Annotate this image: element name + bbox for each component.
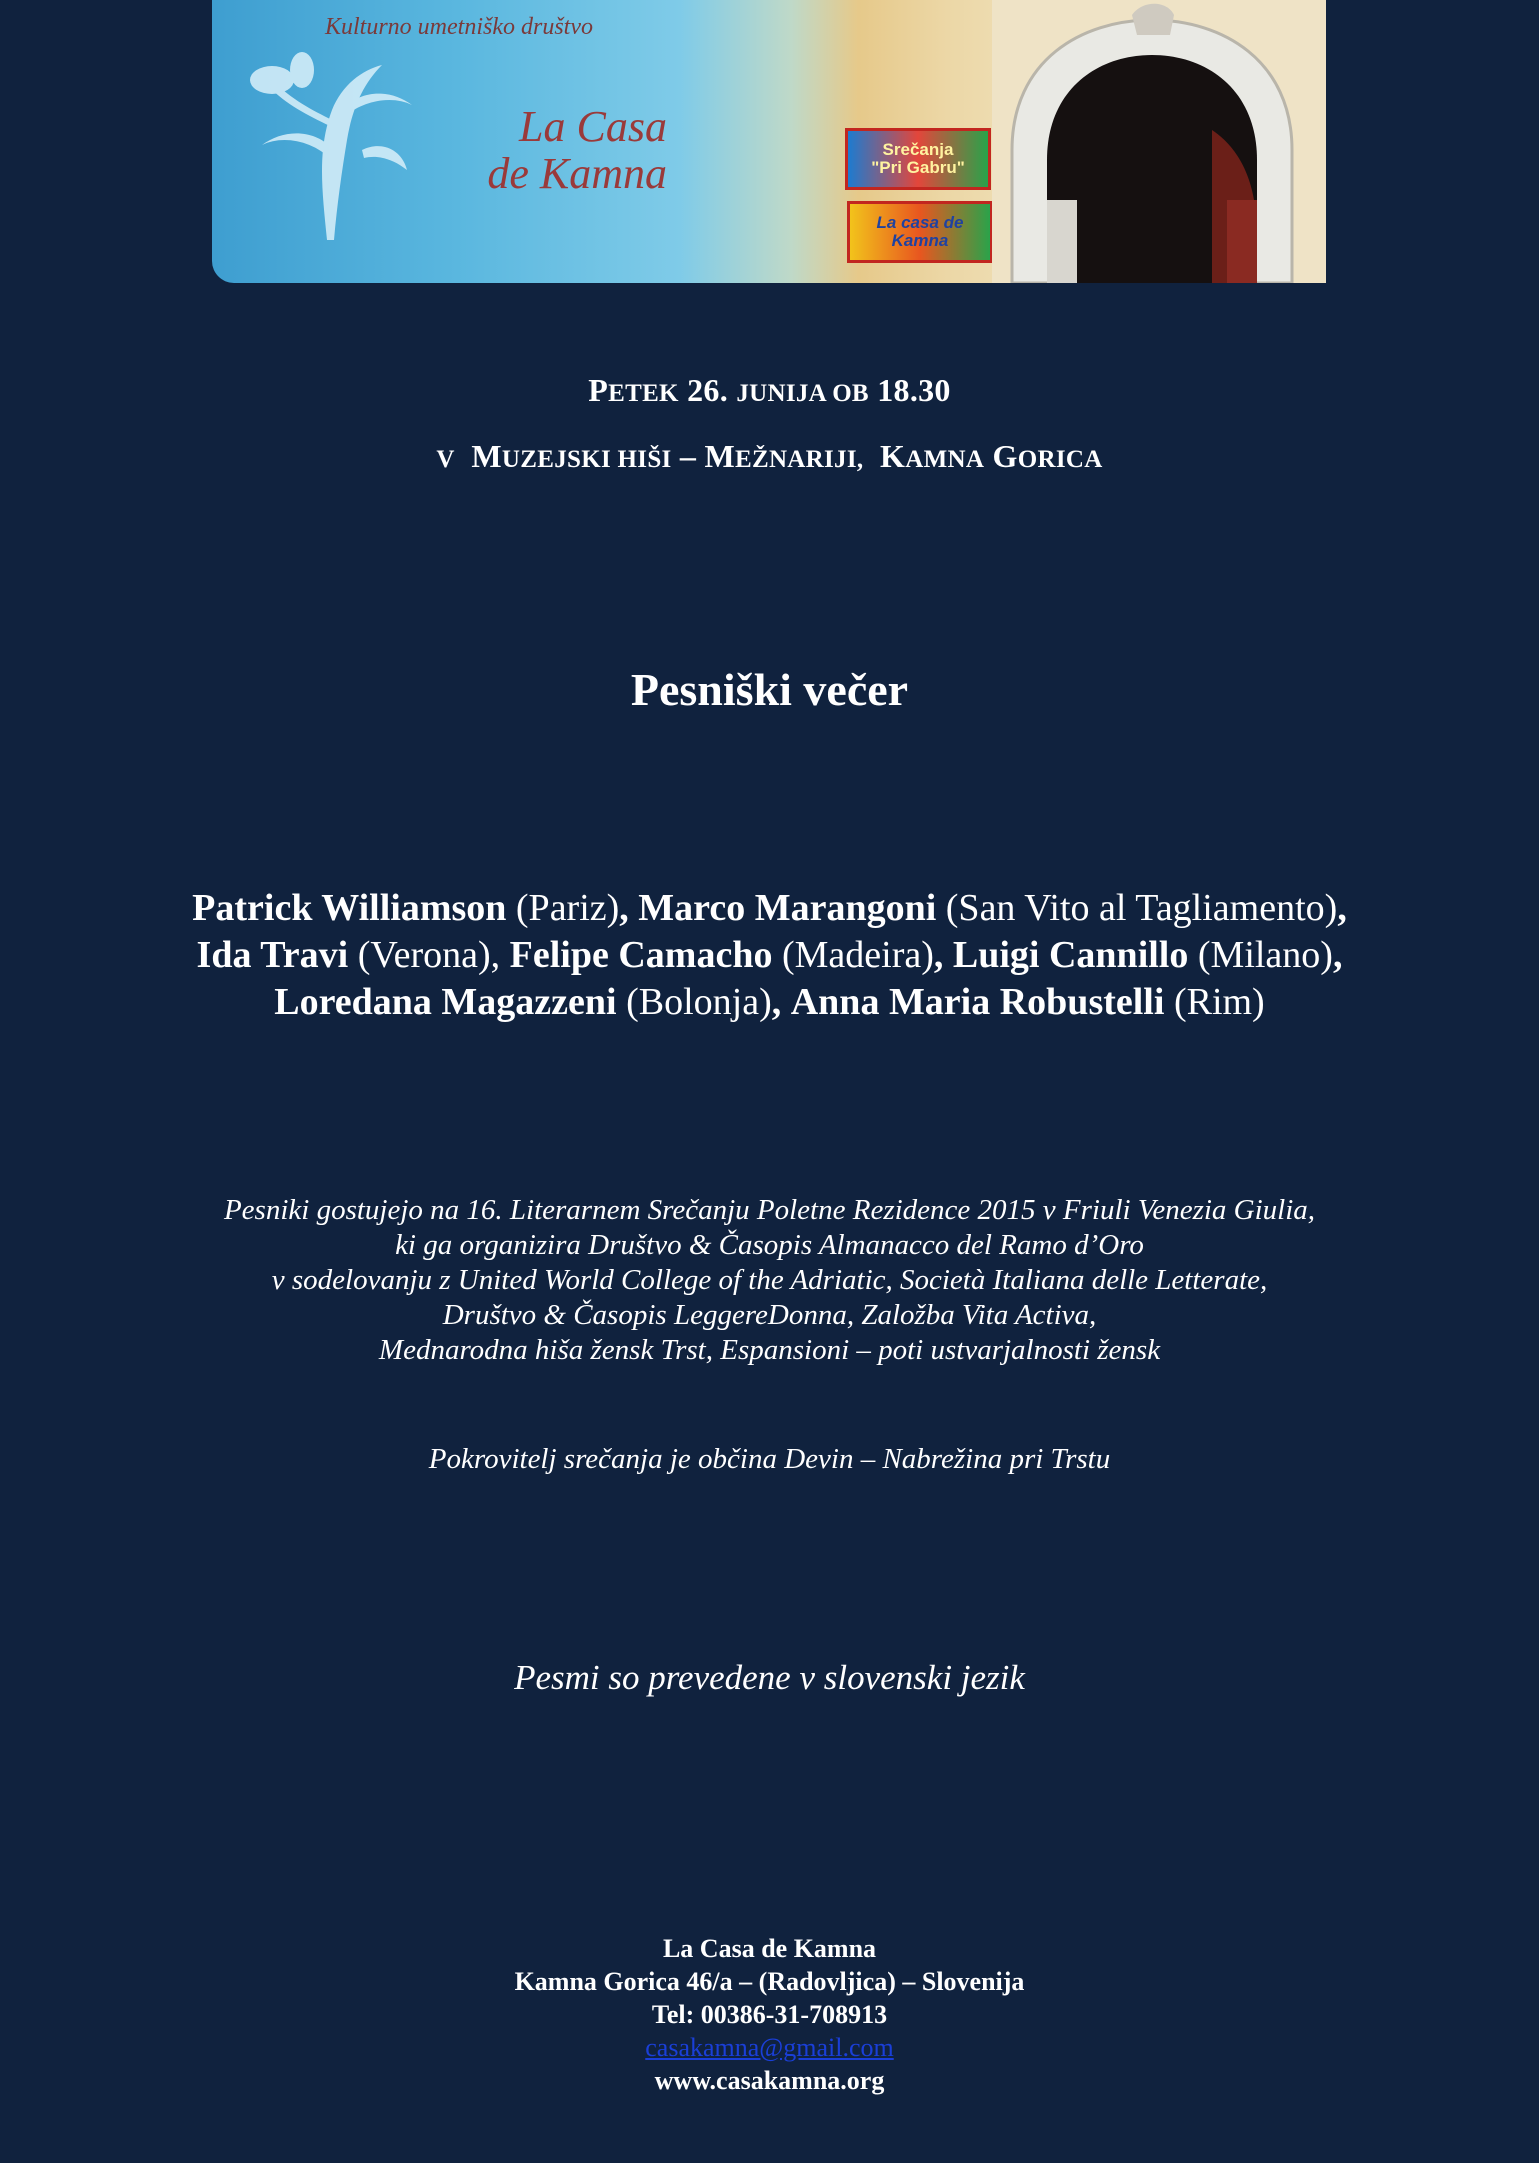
email-link[interactable]: casakamna@gmail.com — [645, 2033, 894, 2062]
event-location: V MUZEJSKI HIŠI – MEŽNARIJI, KAMNA GORICA — [436, 438, 1103, 474]
poet-name: Anna Maria Robustelli — [790, 981, 1165, 1023]
page-title: Pesniški večer — [630, 664, 909, 715]
poet-name: Marco Marangoni — [638, 887, 937, 929]
poet-name: Patrick Williamson — [192, 887, 507, 929]
website-text: www.casakamna.org — [654, 2066, 885, 2095]
contact-address: Kamna Gorica 46/a – (Radovljica) – Slovenija — [514, 1967, 1025, 1996]
plant-logo-icon — [232, 40, 422, 240]
poet-name: Ida Travi — [196, 934, 349, 976]
event-date: PETEK 26. JUNIJA OB 18.30 — [588, 372, 951, 408]
poets-list: Patrick Williamson (Pariz), Marco Marangoni (San Vito al Tagliamento), Ida Travi (Verona), Felipe Camacho (Madeira), Luigi Cannillo (Milano), Loredana Magazzeni (Bolonja), Anna Maria Robustelli (Rim) — [192, 887, 1347, 1023]
contact-name: La Casa de Kamna — [662, 1934, 877, 1963]
sign-srecanja: Srečanja "Pri Gabru" — [845, 128, 991, 190]
translation-note: Pesmi so prevedene v slovenski jezik — [514, 1658, 1025, 1697]
brand-logo-text: La Casa de Kamna — [487, 102, 667, 198]
sign-la-casa-de-kamna: La casa de Kamna — [847, 201, 993, 263]
event-info: Pesniki gostujejo na 16. Literarnem Srečanju Poletne Rezidence 2015 v Friuli Venezia Giulia, ki ga organizira Društvo & Časopis Almanacco del Ramo d’Oro v sodelovanju z United World College of the Adriatic, Società Italiana delle Letterate, Društvo & Časopis LeggereDonna, Založba Vita Activa, Mednarodna hiša žensk Trst, Espansioni – poti ustvarjalnosti žensk — [223, 1194, 1316, 1366]
header-banner — [212, 0, 1326, 283]
poet-name: Luigi Cannillo — [952, 934, 1189, 976]
patron-text: Pokrovitelj srečanja je občina Devin – Nabrežina pri Trstu — [428, 1443, 1111, 1475]
contact-phone: Tel: 00386-31-708913 — [651, 2000, 888, 2029]
poet-name: Loredana Magazzeni — [274, 981, 617, 1023]
contact-block — [0, 1932, 1539, 2097]
stone-arch-photo-icon — [992, 0, 1326, 283]
tagline: Kulturno umetniško društvo — [325, 14, 593, 40]
poet-name: Felipe Camacho — [509, 934, 773, 976]
